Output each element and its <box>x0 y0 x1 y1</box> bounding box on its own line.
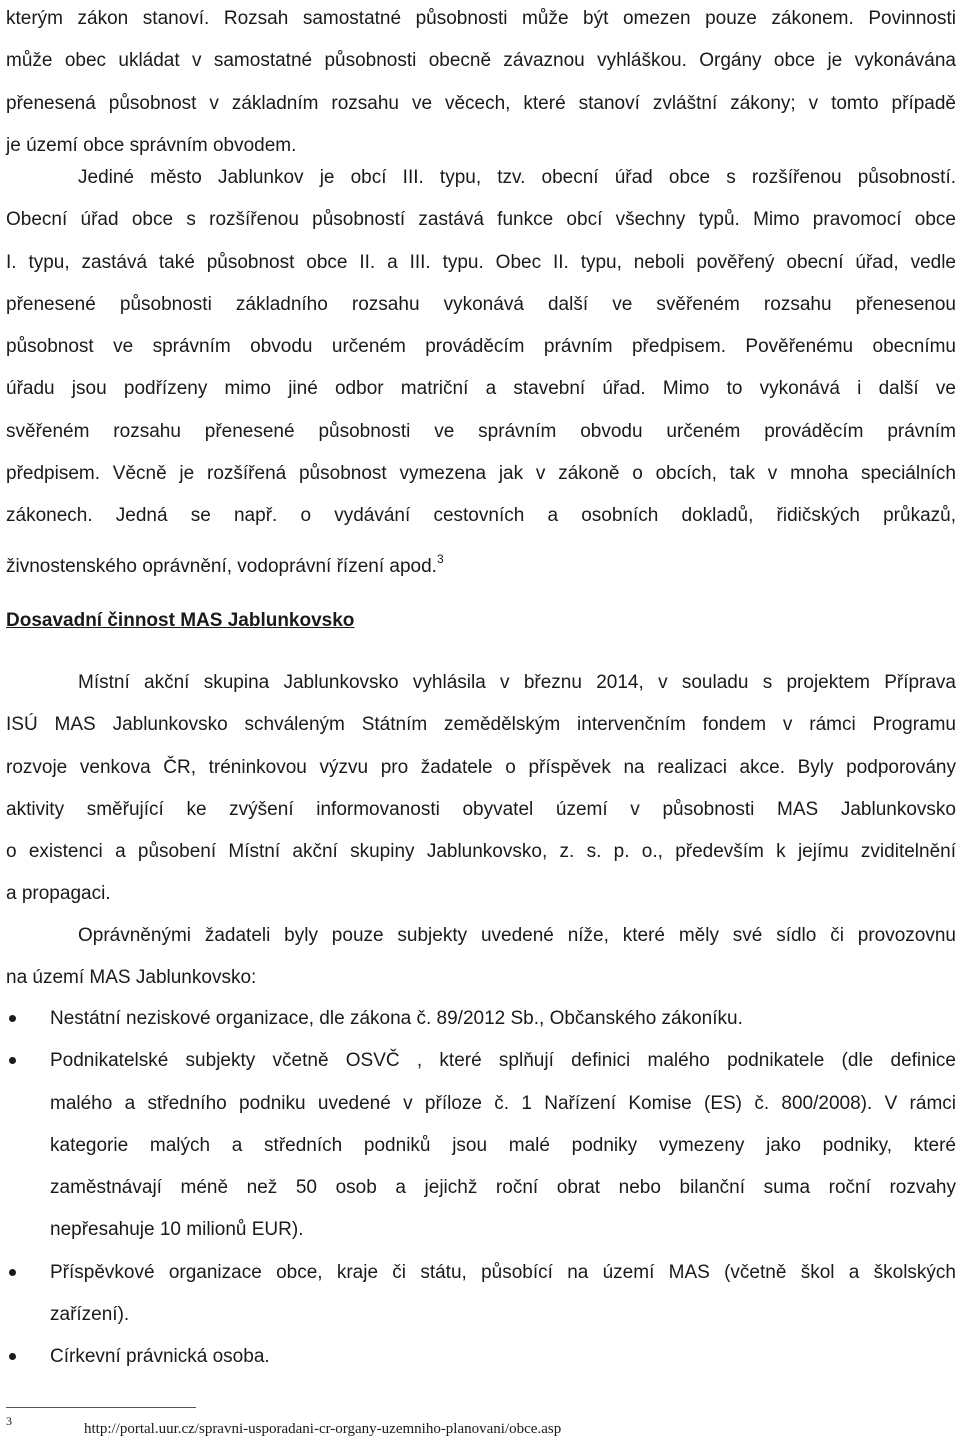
footnote-reference[interactable]: 3 <box>436 551 444 566</box>
text-line: ISÚ MAS Jablunkovsko schváleným Státním zemědělským intervenčním fondem v rámci Programu <box>6 714 956 736</box>
bullet-icon <box>9 1057 16 1064</box>
text-line-content: Jediné město Jablunkov je obcí III. typu, tzv. obecní úřad obce s rozšířenou působností. <box>78 167 956 188</box>
text-line: Příspěvkové organizace obce, kraje či státu, působící na území MAS (včetně škol a školských <box>50 1261 956 1283</box>
jablunkov-paragraph <box>6 157 956 580</box>
text-line: zařízení). <box>50 1304 130 1326</box>
text-line: na území MAS Jablunkovsko: <box>6 967 257 989</box>
text-line: I. typu, zastává také působnost obce II. a III. typu. Obec II. typu, neboli pověřený obecní úřad, vedle <box>6 251 956 273</box>
text-line: Podnikatelské subjekty včetně OSVČ , které splňují definici malého podnikatele (dle definice <box>50 1050 956 1072</box>
section-heading: Dosavadní činnost MAS Jablunkovsko <box>6 610 355 631</box>
footnote-separator <box>6 1407 196 1408</box>
text-line <box>6 538 956 580</box>
text-line: a propagaci. <box>6 883 111 905</box>
intro-paragraph <box>6 0 956 167</box>
text-line: Nestátní neziskové organizace, dle zákona č. 89/2012 Sb., Občanského zákoníku. <box>50 1008 743 1029</box>
text-line: úřadu jsou podřízeny mimo jiné odbor matriční a stavební úřad. Mimo to vykonává i další ve <box>6 378 956 400</box>
text-line-content: Místní akční skupina Jablunkovsko vyhlásila v březnu 2014, v souladu s projektem Příprava <box>78 672 956 693</box>
text-line: rozvoje venkova ČR, tréninkovou výzvu pro žadatele o příspěvek na realizaci akce. Byly podporovány <box>6 756 956 778</box>
text-line: působnost ve správním obvodu určeném prováděcím právním předpisem. Pověřenému obecnímu <box>6 336 956 358</box>
bullet-icon <box>9 1269 16 1276</box>
bullet-icon <box>9 1015 16 1022</box>
list-item <box>0 1252 956 1337</box>
text-line: o existenci a působení Místní akční skupiny Jablunkovsko, z. s. p. o., především k jejímu zviditelnění <box>6 841 956 863</box>
list-item <box>0 1040 956 1251</box>
footnote-number: 3 <box>6 1414 12 1428</box>
text-line: může obec ukládat v samostatné působnosti obecně závaznou vyhláškou. Orgány obce je vykonávána <box>6 50 956 72</box>
applicants-paragraph <box>6 915 956 1000</box>
text-line: Církevní právnická osoba. <box>50 1346 270 1368</box>
list-item <box>0 998 956 1040</box>
text-line-content: živnostenského oprávnění, vodoprávní řízení apod. <box>6 555 437 577</box>
text-line: Obecní úřad obce s rozšířenou působností zastává funkce obcí všechny typů. Mimo pravomocí obce <box>6 209 956 231</box>
bullet-icon <box>9 1353 16 1360</box>
footnote-link[interactable]: http://portal.uur.cz/spravni-usporadani-cr-organy-uzemniho-planovani/obce.asp <box>84 1421 562 1437</box>
text-line: aktivity směřující ke zvýšení informovanosti obyvatel území v působnosti MAS Jablunkovsko <box>6 798 956 820</box>
text-line: zákonech. Jedná se např. o vydávání cestovních a osobních dokladů, řidičských průkazů, <box>6 505 956 527</box>
text-line: je území obce správním obvodem. <box>6 134 297 156</box>
mas-paragraph <box>6 662 956 916</box>
text-line: svěřeném rozsahu přenesené působnosti ve správním obvodu určeném prováděcím právním <box>6 420 956 442</box>
text-line: přenesené působnosti základního rozsahu vykonává další ve svěřeném rozsahu přenesenou <box>6 293 956 315</box>
text-line <box>6 157 956 199</box>
text-line: nepřesahuje 10 milionů EUR). <box>50 1219 304 1241</box>
applicant-list <box>0 998 960 1379</box>
text-line: zaměstnávají méně než 50 osob a jejichž roční obrat nebo bilanční suma roční rozvahy <box>50 1177 956 1199</box>
text-line <box>6 662 956 704</box>
text-line: malého a středního podniku uvedené v příloze č. 1 Nařízení Komise (ES) č. 800/2008). V rámci <box>50 1092 956 1114</box>
text-line: kategorie malých a středních podniků jsou malé podniky vymezeny jako podniky, které <box>50 1134 956 1156</box>
text-line-content: Oprávněnými žadateli byly pouze subjekty uvedené níže, které měly své sídlo či provozovnu <box>78 925 956 946</box>
text-line <box>6 915 956 957</box>
text-line: předpisem. Věcně je rozšířená působnost vymezena jak v zákoně o obcích, tak v mnoha speciálních <box>6 463 956 485</box>
list-item <box>0 1336 956 1378</box>
text-line: přenesená působnost v základním rozsahu ve věcech, které stanoví zvláštní zákony; v tomto případě <box>6 92 956 114</box>
text-line: kterým zákon stanoví. Rozsah samostatné působnosti může být omezen pouze zákonem. Povinnosti <box>6 8 956 29</box>
